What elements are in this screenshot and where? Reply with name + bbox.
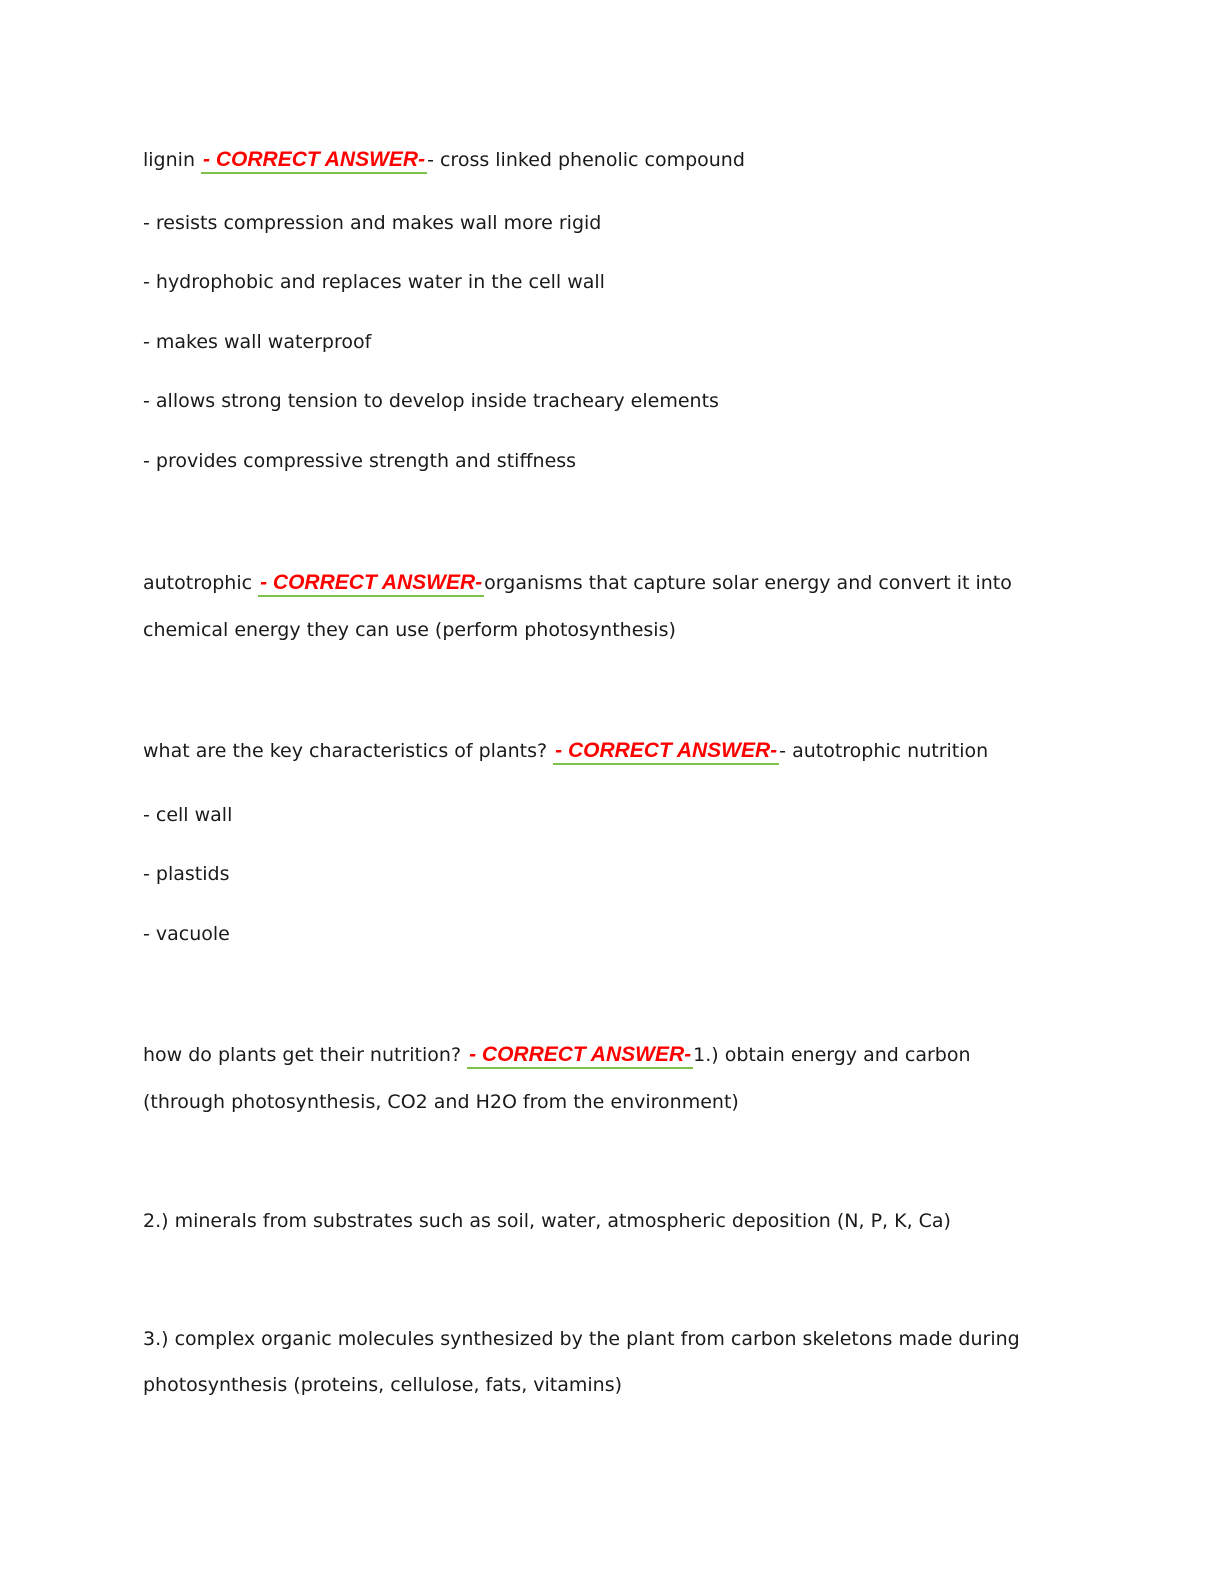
bullet-line: - resists compression and makes wall more rigid <box>143 212 602 234</box>
card-definition: 1.) obtain energy and carbon <box>693 1044 971 1066</box>
bullet-line: - cell wall <box>143 804 233 826</box>
card-autotrophic-heading <box>143 571 1012 595</box>
card-definition: - autotrophic nutrition <box>779 740 989 762</box>
bullet-line: - allows strong tension to develop inside tracheary elements <box>143 390 719 412</box>
card-definition: - cross linked phenolic compound <box>427 149 745 171</box>
bullet-line: - hydrophobic and replaces water in the cell wall <box>143 271 605 293</box>
correct-answer-tag: - CORRECT ANSWER- <box>258 571 484 597</box>
bullet-line: - plastids <box>143 863 230 885</box>
bullet-line: - vacuole <box>143 923 230 945</box>
card-term: what are the key characteristics of plants? <box>143 740 554 762</box>
definition-continuation: chemical energy they can use (perform photosynthesis) <box>143 619 676 641</box>
numbered-point-continuation: photosynthesis (proteins, cellulose, fats, vitamins) <box>143 1374 623 1396</box>
card-lignin-heading <box>143 148 745 172</box>
card-term: autotrophic <box>143 572 259 594</box>
correct-answer-tag: - CORRECT ANSWER- <box>201 148 427 174</box>
card-definition: organisms that capture solar energy and convert it into <box>484 572 1012 594</box>
bullet-line: - provides compressive strength and stiffness <box>143 450 577 472</box>
numbered-point: 3.) complex organic molecules synthesized by the plant from carbon skeletons made during <box>143 1328 1020 1350</box>
correct-answer-tag: - CORRECT ANSWER- <box>467 1043 693 1069</box>
correct-answer-tag: - CORRECT ANSWER- <box>553 739 779 765</box>
card-term: lignin <box>143 149 202 171</box>
bullet-line: - makes wall waterproof <box>143 331 372 353</box>
card-characteristics-heading <box>143 739 988 763</box>
numbered-point: 2.) minerals from substrates such as soil, water, atmospheric deposition (N, P, K, Ca) <box>143 1210 951 1232</box>
card-nutrition-heading <box>143 1043 971 1067</box>
definition-continuation: (through photosynthesis, CO2 and H2O from the environment) <box>143 1091 739 1113</box>
card-term: how do plants get their nutrition? <box>143 1044 468 1066</box>
